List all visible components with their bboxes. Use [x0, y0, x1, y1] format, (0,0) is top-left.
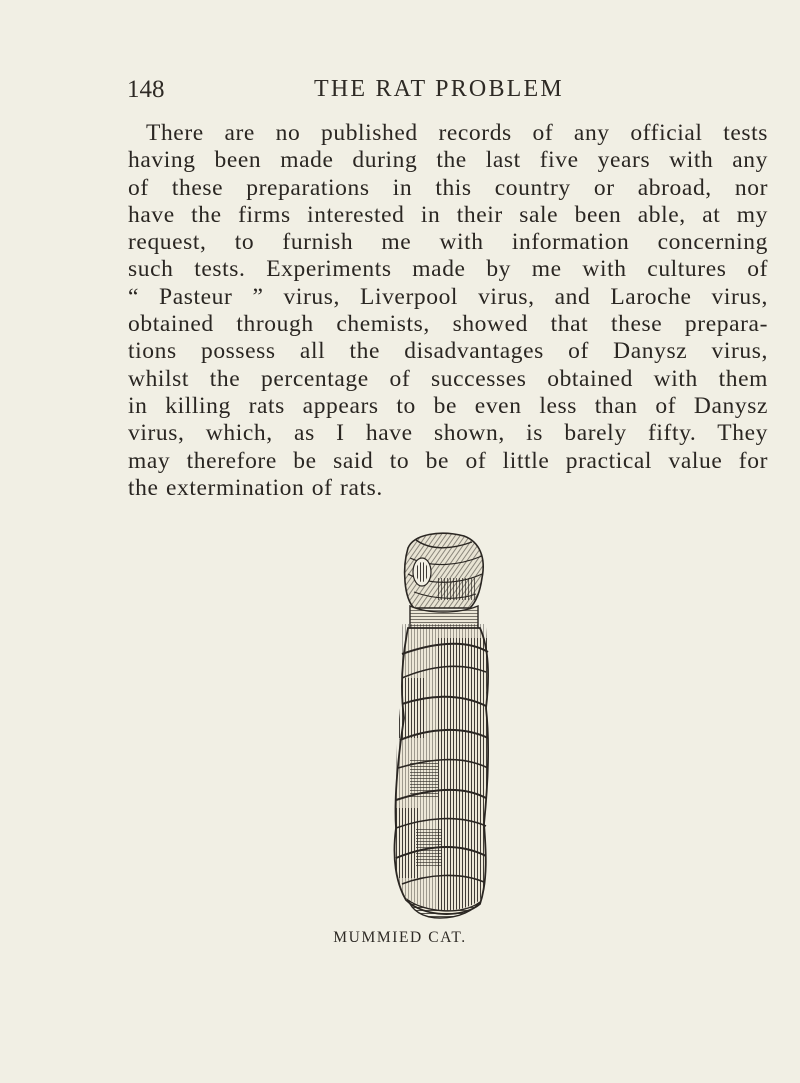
- text-line: may therefore be said to be of little practical value for: [128, 447, 768, 474]
- text-line: the extermination of rats.: [128, 474, 383, 501]
- text-line: virus, which, as I have shown, is barely fifty. They: [128, 420, 768, 447]
- text-line: whilst the percentage of successes obtained with them: [128, 365, 768, 392]
- text-line: have the firms interested in their sale been able, at my: [128, 201, 768, 228]
- figure-caption: MUMMIED CAT.: [333, 929, 467, 946]
- text-line: “ Pasteur ” virus, Liverpool virus, and Laroche virus,: [128, 283, 768, 310]
- mummied-cat-illustration: [380, 528, 500, 920]
- text-line: obtained through chemists, showed that these prepara-: [128, 311, 768, 338]
- mummy-head: [405, 533, 484, 608]
- page-number: 148: [127, 76, 165, 103]
- text-line: tions possess all the disadvantages of Danysz virus,: [128, 338, 768, 365]
- text-line: having been made during the last five years with any: [128, 147, 768, 174]
- text-line: in killing rats appears to be even less than of Danysz: [128, 392, 768, 419]
- running-head: THE RAT PROBLEM: [314, 76, 564, 102]
- body-paragraph: [128, 120, 768, 502]
- text-line: such tests. Experiments made by me with cultures of: [128, 256, 768, 283]
- text-line: There are no published records of any official tests: [146, 120, 768, 146]
- text-line: of these preparations in this country or abroad, nor: [128, 174, 768, 201]
- mummy-body: [380, 624, 500, 920]
- text-line: request, to furnish me with information concerning: [128, 229, 768, 256]
